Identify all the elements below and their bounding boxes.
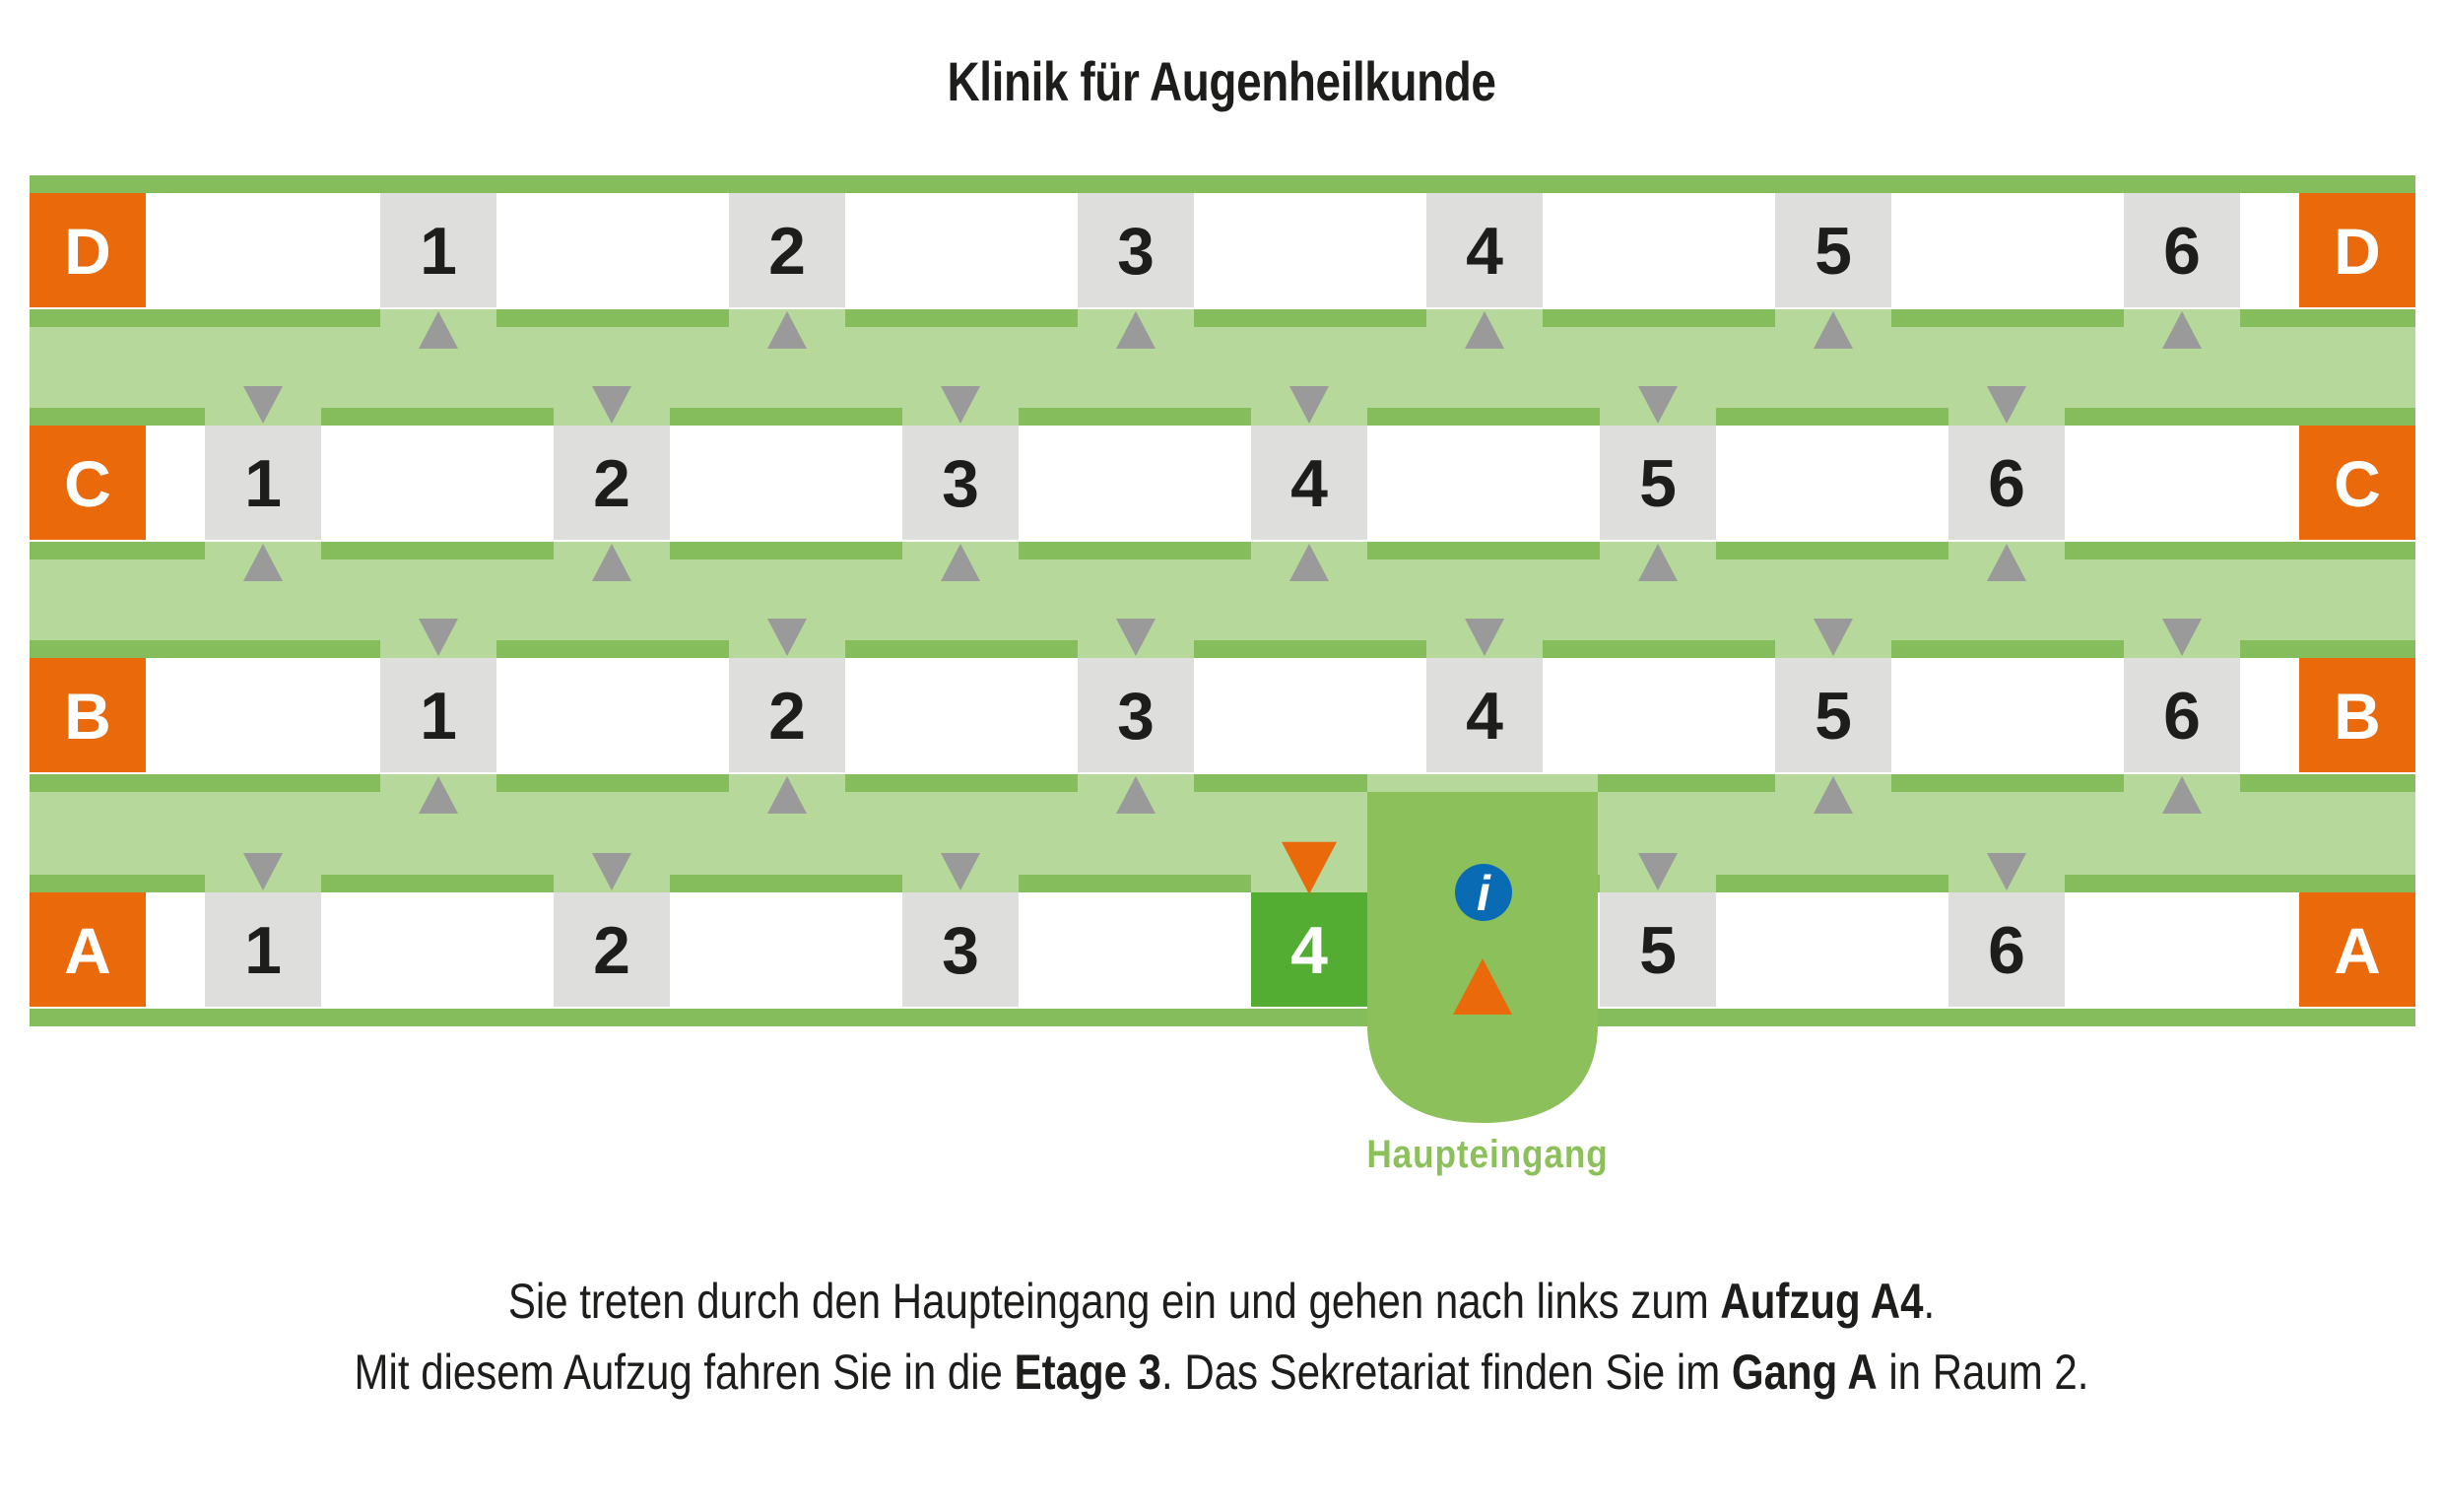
wall-a-top-segment (30, 875, 205, 892)
top-wall (30, 175, 2415, 193)
corridor-letter-left: A (64, 914, 111, 987)
wall-c-top-segment (670, 408, 902, 426)
wall-a-top-segment (2065, 875, 2415, 892)
wall-b-top-segment (30, 640, 380, 658)
wall-b-top-segment (1891, 640, 2124, 658)
corridor-letter-right: C (2334, 447, 2381, 520)
wall-c-top-segment (1367, 408, 1600, 426)
info-icon (1455, 864, 1512, 921)
wall-d-bottom-segment (2240, 309, 2415, 327)
directions-text (195, 1266, 2247, 1408)
room-number: 2 (768, 214, 806, 289)
wall-c-top-segment (1716, 408, 1948, 426)
info-symbol: i (1477, 866, 1490, 921)
wall-c-top-segment (1019, 408, 1251, 426)
wall-d-bottom-segment (1543, 309, 1775, 327)
corridor-letter-right: B (2334, 680, 2381, 753)
wall-c-top-segment (321, 408, 554, 426)
corridor-row-a (30, 892, 2415, 1007)
room-number: 5 (1815, 679, 1852, 754)
room-number: 6 (1988, 913, 2025, 988)
wall-c-bottom-segment (1367, 542, 1600, 559)
corridor-letter-left: D (64, 215, 111, 288)
room-number: 5 (1639, 913, 1677, 988)
corridor-letter-right: A (2334, 914, 2381, 987)
room-number: 1 (244, 446, 282, 521)
wall-c-bottom-segment (1019, 542, 1251, 559)
wall-b-top-segment (845, 640, 1078, 658)
room-number: 2 (593, 446, 630, 521)
map-title: Klinik für Augenheilkunde (947, 50, 1496, 112)
wall-b-top-segment (2240, 640, 2415, 658)
wall-b-top-segment (1194, 640, 1426, 658)
entrance-label: Haupteingang (1366, 1133, 1609, 1176)
room-number: 2 (593, 913, 630, 988)
room-number: 5 (1639, 446, 1677, 521)
highlighted-elevator-number: 4 (1290, 913, 1328, 988)
wall-a-top-segment (1019, 875, 1251, 892)
wall-a-top-segment (1598, 875, 1600, 892)
corridor-row-b (30, 658, 2415, 772)
wall-d-bottom-segment (1194, 309, 1426, 327)
wall-d-bottom-segment (1891, 309, 2124, 327)
corridor-letter-right: D (2334, 215, 2381, 288)
wall-c-top-segment (2065, 408, 2415, 426)
room-number: 5 (1815, 214, 1852, 289)
wall-d-bottom-segment (845, 309, 1078, 327)
directions-line-1: Sie treten durch den Haupteingang ein und gehen nach links zum Aufzug A4. (507, 1274, 1936, 1329)
corridor-letter-left: B (64, 680, 111, 753)
wall-c-bottom-segment (30, 542, 205, 559)
room-number: 3 (1117, 214, 1155, 289)
corridor-row-c (30, 426, 2415, 540)
wall-d-bottom-segment (496, 309, 729, 327)
corridor-row-d (30, 193, 2415, 307)
room-number: 3 (942, 446, 979, 521)
entrance-area (1367, 792, 1598, 1123)
room-number: 1 (420, 214, 457, 289)
wall-b-bottom-segment (1598, 774, 1775, 792)
wall-c-bottom-segment (670, 542, 902, 559)
directions-line-2: Mit diesem Aufzug fahren Sie in die Etage 3. Das Sekretariat finden Sie im Gang A in Raum 2. (354, 1345, 2089, 1400)
wall-a-bottom-segment (30, 1009, 1367, 1026)
wall-a-top-segment (321, 875, 554, 892)
wall-c-top-segment (30, 408, 205, 426)
wall-c-bottom-segment (321, 542, 554, 559)
room-number: 6 (2163, 214, 2201, 289)
room-number: 4 (1466, 679, 1503, 754)
wall-c-bottom-segment (1716, 542, 1948, 559)
wall-b-bottom-segment (2240, 774, 2415, 792)
wall-d-bottom-segment (30, 309, 380, 327)
wall-b-bottom-segment (1194, 774, 1367, 792)
wall-a-top-segment (1716, 875, 1948, 892)
room-number: 4 (1290, 446, 1328, 521)
wall-b-bottom-segment (845, 774, 1078, 792)
wall-b-bottom-segment (1891, 774, 2124, 792)
wall-b-bottom-segment (496, 774, 729, 792)
room-number: 6 (2163, 679, 2201, 754)
room-number: 3 (1117, 679, 1155, 754)
room-number: 6 (1988, 446, 2025, 521)
room-number: 2 (768, 679, 806, 754)
wall-c-bottom-segment (2065, 542, 2415, 559)
wall-a-bottom-segment (1598, 1009, 2415, 1026)
corridor-letter-left: C (64, 447, 111, 520)
wall-a-top-segment (670, 875, 902, 892)
room-number: 4 (1466, 214, 1503, 289)
wall-b-top-segment (496, 640, 729, 658)
wall-b-bottom-segment (30, 774, 380, 792)
wall-b-top-segment (1543, 640, 1775, 658)
room-number: 1 (420, 679, 457, 754)
room-number: 1 (244, 913, 282, 988)
room-number: 3 (942, 913, 979, 988)
